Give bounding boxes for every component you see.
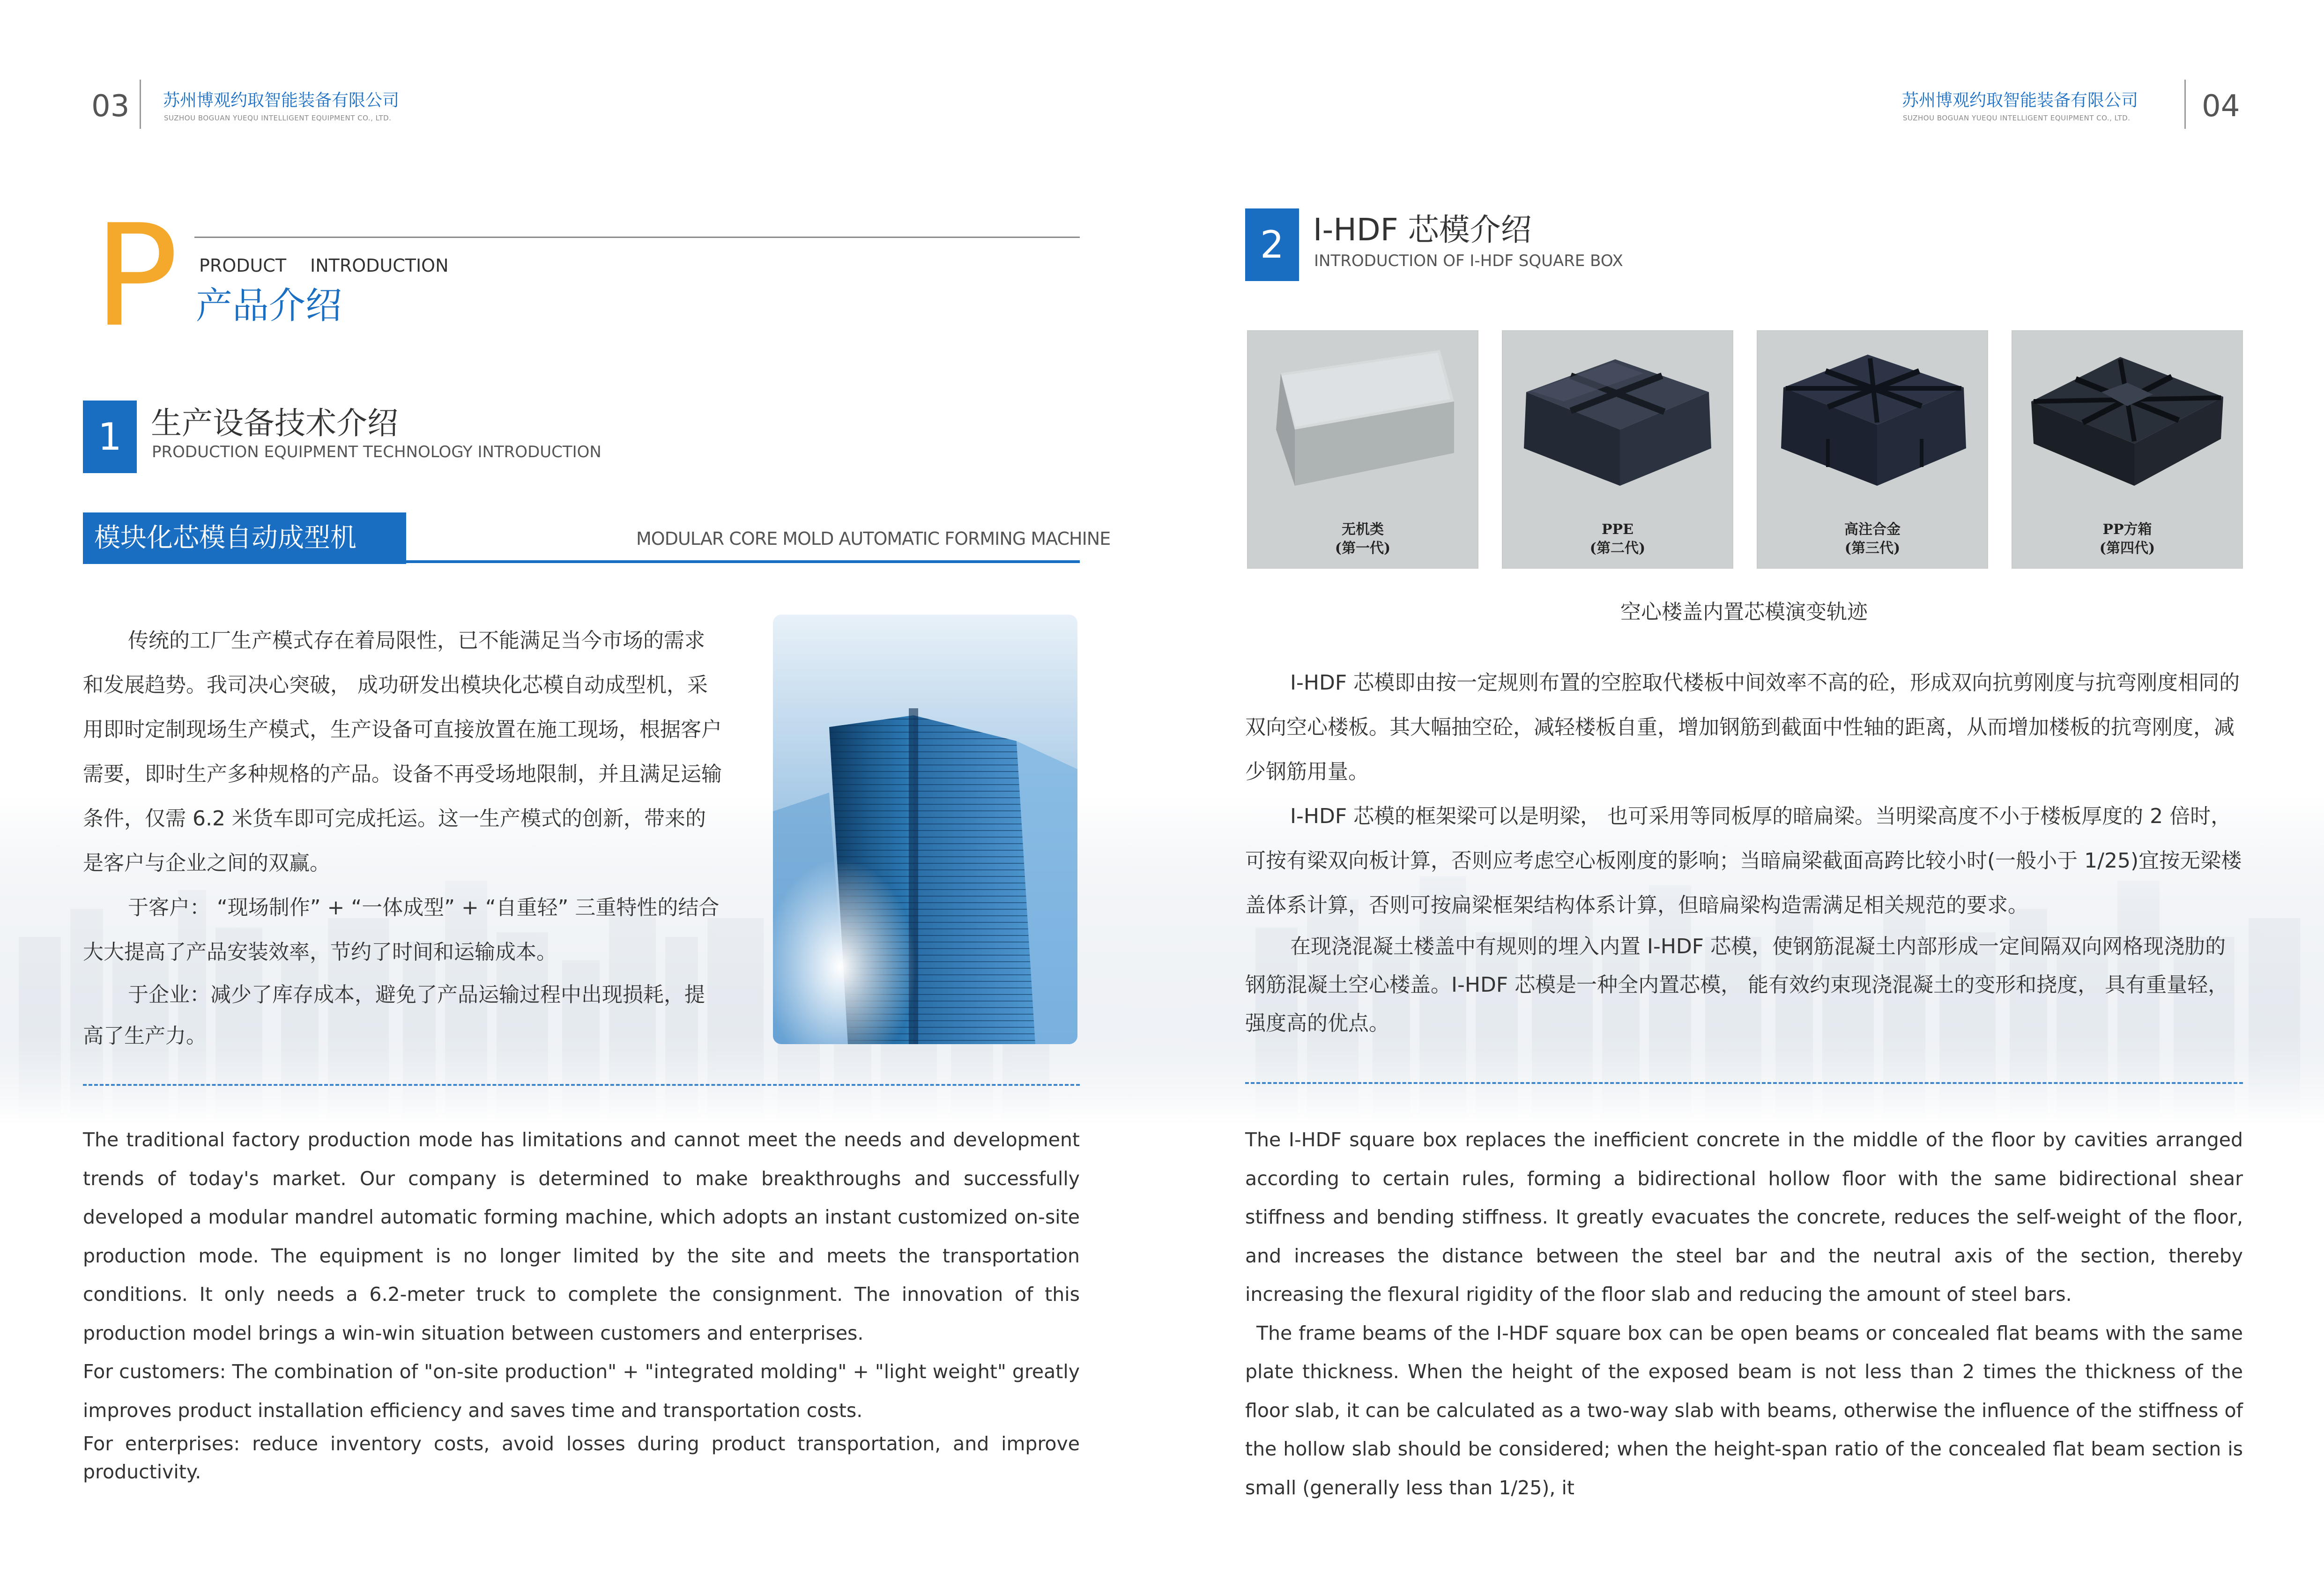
section-title-cn-1: 生产设备技术介绍 [151,405,398,441]
left-cn-body [83,618,725,1057]
left-cn-paragraph-2: 于客户： “现场制作” + “一体成型” + “自重轻” 三重特性的结合大大提高了产品安装效率，节约了时间和运输成本。 [83,896,720,964]
product-image-pp-box [2012,331,2242,519]
right-dashed-divider [1245,1082,2243,1084]
product-4-label-2: (第四代) [2099,540,2155,557]
products-caption: 空心楼盖内置芯模演变轨迹 [1620,600,1868,624]
product-2-label-1: PPE [1602,521,1633,538]
company-name-cn-right: 苏州博观约取智能装备有限公司 [1902,91,2138,110]
left-en-paragraph-1: The traditional factory production mode has limitations and cannot meet the needs and development trends of today's market. Our company is determined to make breakthroughs and successfully developed a modular mandrel automatic forming machine, which adopts an instant customized on-site production mode. The equipment is no longer limited by the site and meets the transportation conditions. It only needs a 6.2-meter truck to complete the consignment. The innovation of this production model brings a win-win situation between customers and enterprises. [83,1128,1080,1344]
header-divider-right [2184,80,2186,129]
right-en-paragraph-1: The I-HDF square box replaces the inefficient concrete in the middle of the floor by cavities arranged according to certain rules, forming a bidirectional hollow floor with the same bidirectional shear stiffness and bending stiffness. It greatly evacuates the concrete, reduces the self-weight of the floor, and increases the distance between the steel bar and the neutral axis of the section, thereby increasing the flexural rigidity of the floor slab and reducing the amount of steel bars. [1245,1128,2243,1306]
left-en-body [83,1121,1080,1486]
left-page-number: 03 [91,89,130,124]
title-en-introduction: INTRODUCTION [310,255,449,276]
section-number-2: 2 [1245,208,1299,281]
right-en-paragraph-2: The frame beams of the I-HDF square box can be open beams or concealed flat beams with the same plate thickness. When the height of the exposed beam is not less than 2 times the thickness of the floor slab, it can be calculated as a two-way slab with beams, otherwise the influence of the stiffness of the hollow slab should be considered; when the height-span ratio of the concealed flat beam section is small (generally less than 1/25), it [1245,1321,2243,1499]
subsection-bar-en: MODULAR CORE MOLD AUTOMATIC FORMING MACHINE [636,528,1111,549]
right-cn-body [1245,660,2243,1043]
product-card-4 [2012,330,2243,569]
product-3-label-2: (第三代) [1844,540,1901,557]
left-en-paragraph-2: For customers: The combination of "on-site production" + "integrated molding" + "light weight" greatly improves product installation efficiency and saves time and transportation costs. [83,1360,1080,1422]
right-cn-paragraph-3: 在现浇混凝土楼盖中有规则的埋入内置 I-HDF 芯模，使钢筋混凝土内部形成一定间隔双向网格现浇肋的钢筋混凝土空心楼盖。I-HDF 芯模是一种全内置芯模， 能有效约束现浇混凝土的变形和挠度， 具有重量轻，强度高的优点。 [1245,935,2229,1035]
header-divider-left [140,80,141,129]
product-1-label-1: 无机类 [1342,521,1384,538]
subsection-bar-cn: 模块化芯模自动成型机 [83,512,406,564]
section-title-en-2: INTRODUCTION OF I-HDF SQUARE BOX [1314,252,1623,270]
building-photo [773,615,1077,1044]
product-2-label-2: (第二代) [1589,540,1646,557]
page-title-cn: 产品介绍 [196,285,342,327]
company-name-en-right: SUZHOU BOGUAN YUEQU INTELLIGENT EQUIPMENT CO., LTD. [1903,114,2131,122]
section-title-cn-2: I-HDF 芯模介绍 [1313,212,1532,248]
product-4-label-1: PP方箱 [2102,521,2152,538]
section-number-1: 1 [83,401,137,473]
subsection-underline [395,560,1080,563]
left-cn-paragraph-1: 传统的工厂生产模式存在着局限性，已不能满足当今市场的需求和发展趋势。我司决心突破， 成功研发出模块化芯模自动成型机，采用即时定制现场生产模式，生产设备可直接放置在施工现场，根据客户需要，即时生产多种规格的产品。设备不再受场地限制，并且满足运输条件，仅需 6.2 米货车即可完成托运。这一生产模式的创新，带来的是客户与企业之间的双赢。 [83,629,722,875]
building-illustration [773,615,1077,1044]
title-en-product: PRODUCT [199,255,287,276]
product-card-1 [1247,330,1478,569]
left-en-paragraph-3: For enterprises: reduce inventory costs, avoid losses during product transportation, and improve productivity. [83,1432,1080,1483]
right-cn-paragraph-1: I-HDF 芯模即由按一定规则布置的空腔取代楼板中间效率不高的砼，形成双向抗剪刚度与抗弯刚度相同的双向空心楼板。其大幅抽空砼，减轻楼板自重，增加钢筋到截面中性轴的距离，从而增加楼板的抗弯刚度，减少钢筋用量。 [1245,671,2240,784]
product-1-label-2: (第一代) [1335,540,1391,557]
right-page-number: 04 [2202,89,2240,124]
section-title-en-1: PRODUCTION EQUIPMENT TECHNOLOGY INTRODUCTION [152,443,601,461]
title-letter-p: P [94,194,178,358]
product-card-3 [1757,330,1988,569]
product-3-label-1: 高注合金 [1844,521,1901,538]
company-name-cn-left: 苏州博观约取智能装备有限公司 [163,91,400,110]
left-cn-paragraph-3: 于企业：减少了库存成本，避免了产品运输过程中出现损耗，提高了生产力。 [83,983,705,1048]
product-card-2 [1502,330,1733,569]
product-image-inorganic [1248,331,1478,519]
right-en-body [1245,1121,2243,1507]
right-cn-paragraph-2: I-HDF 芯模的框架梁可以是明梁， 也可采用等同板厚的暗扁梁。当明梁高度不小于楼板厚度的 2 倍时，可按有梁双向板计算，否则应考虑空心板刚度的影响；当暗扁梁截面高跨比较小时(一般小于 1/25)宜按无梁楼盖体系计算，否则可按扁梁框架结构体系计算，但暗扁梁构造需满足相关规范的要求。 [1245,804,2242,917]
product-image-ppe [1503,331,1732,519]
company-name-en-left: SUZHOU BOGUAN YUEQU INTELLIGENT EQUIPMENT CO., LTD. [164,114,392,122]
title-rule [194,237,1080,238]
product-image-alloy [1758,331,1987,519]
left-dashed-divider [83,1084,1080,1086]
